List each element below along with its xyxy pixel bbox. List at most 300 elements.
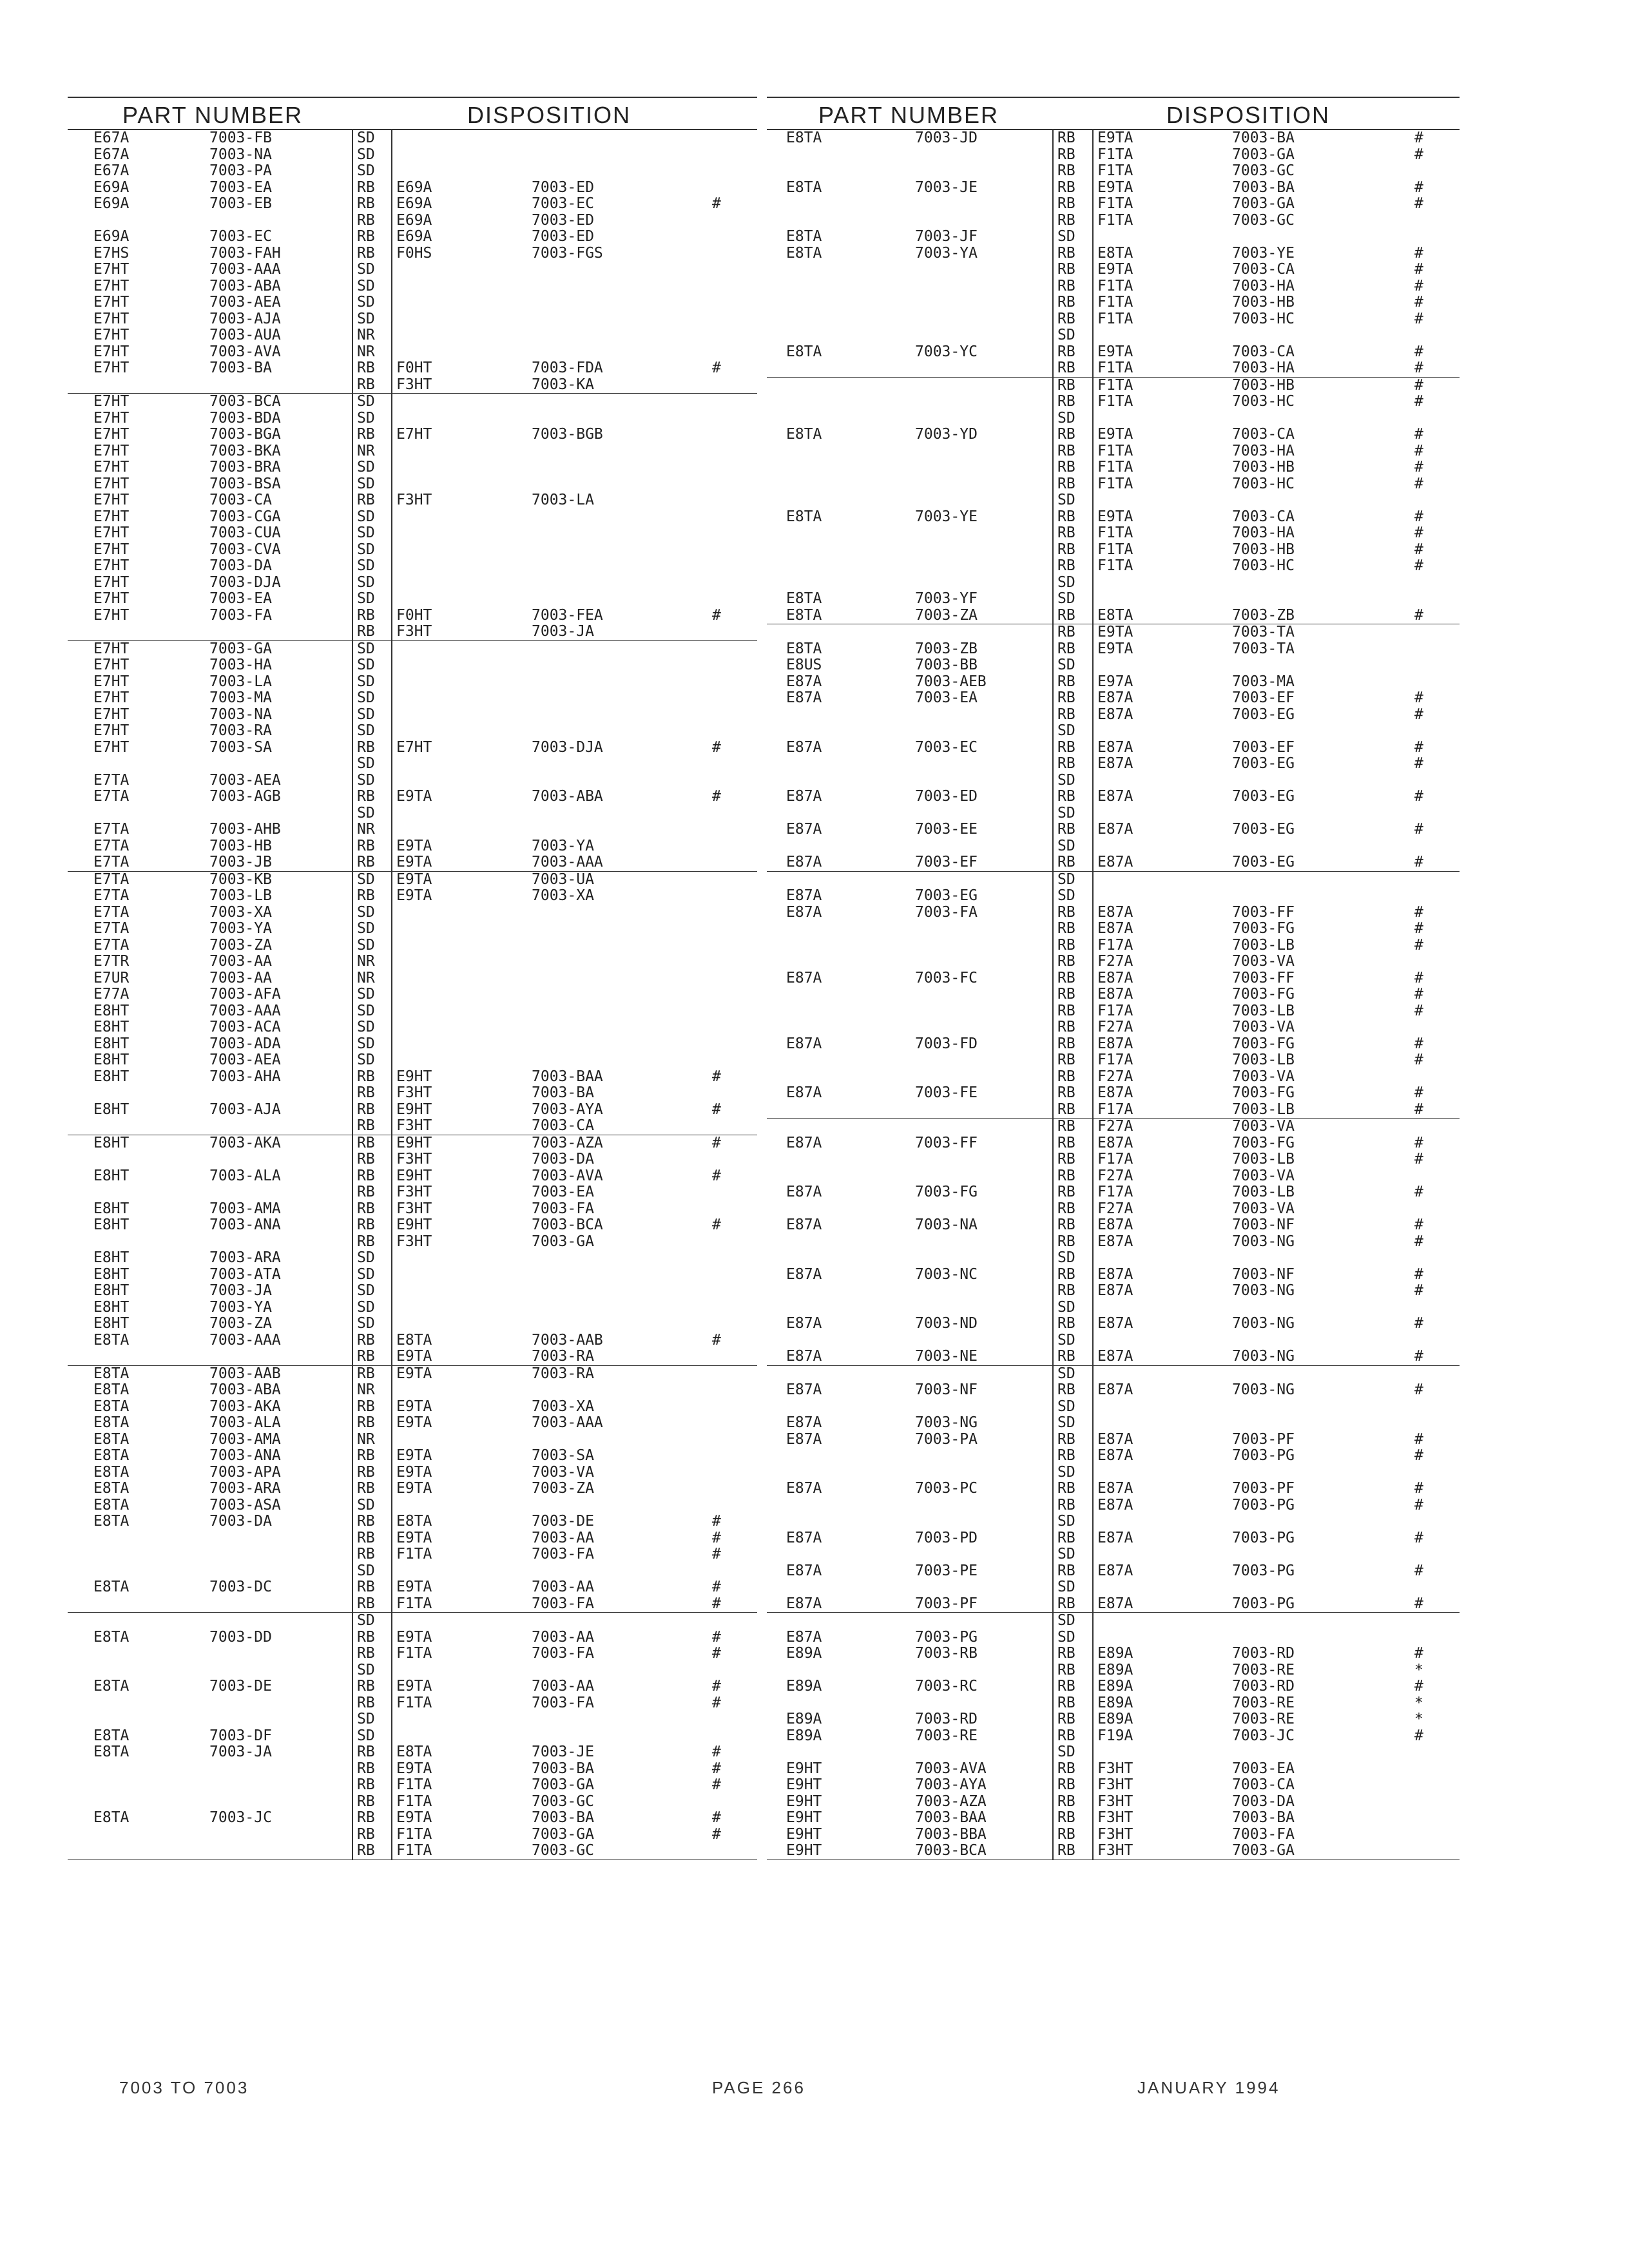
replacement-prefix: E9TA: [1097, 624, 1133, 640]
replacement-part: 7003-EF: [1232, 689, 1295, 706]
part-number: 7003-LA: [209, 673, 272, 690]
table-row: [767, 1201, 1460, 1218]
note-flag: *: [1414, 1694, 1423, 1711]
disposition-code: SD: [357, 590, 375, 607]
note-flag: #: [1414, 1134, 1423, 1151]
part-number: 7003-FD: [915, 1035, 978, 1052]
table-row: [767, 509, 1460, 526]
disposition-code: RB: [1057, 557, 1075, 574]
part-number: 7003-NG: [915, 1414, 978, 1431]
disposition-code: SD: [1057, 870, 1075, 888]
table-row: [68, 344, 757, 361]
disposition-code: SD: [1057, 1414, 1075, 1431]
replacement-part: 7003-CA: [532, 1117, 594, 1134]
table-row: [68, 1019, 757, 1036]
table-row: [68, 558, 757, 575]
replacement-prefix: E87A: [1097, 1035, 1133, 1052]
table-row: [767, 1695, 1460, 1712]
replacement-prefix: F1TA: [396, 1776, 432, 1793]
disposition-code: RB: [1057, 475, 1075, 492]
disposition-code: SD: [357, 261, 375, 278]
replacement-prefix: E87A: [1097, 1595, 1133, 1612]
disposition-code: RB: [357, 837, 375, 854]
replacement-prefix: E87A: [1097, 788, 1133, 805]
disposition-code: SD: [1057, 327, 1075, 343]
replacement-part: 7003-RE: [1232, 1711, 1295, 1727]
part-prefix: E9HT: [786, 1825, 822, 1843]
part-prefix: E87A: [786, 1480, 822, 1497]
part-prefix: E7HT: [93, 492, 130, 508]
part-number: 7003-FB: [209, 130, 272, 146]
part-number: 7003-EA: [209, 590, 272, 607]
disposition-code: SD: [1057, 1331, 1075, 1349]
part-number: 7003-BBA: [915, 1825, 987, 1843]
disposition-code: RB: [1057, 130, 1075, 146]
disposition-code: RB: [1057, 1792, 1075, 1810]
table-row: [68, 1300, 757, 1316]
part-number: 7003-GA: [209, 640, 272, 657]
replacement-prefix: E87A: [1097, 706, 1133, 723]
table-row: [767, 674, 1460, 691]
part-prefix: E7HT: [93, 327, 130, 343]
part-prefix: E77A: [93, 986, 130, 1003]
replacement-prefix: E9HT: [396, 1134, 432, 1151]
disposition-code: RB: [1057, 1480, 1075, 1497]
table-row: [767, 180, 1460, 197]
table-row: [68, 130, 757, 147]
part-prefix: E9HT: [786, 1760, 822, 1777]
disposition-code: SD: [1057, 1744, 1075, 1760]
part-number: 7003-AHA: [209, 1068, 281, 1085]
part-number: 7003-BCA: [209, 393, 281, 410]
replacement-part: 7003-CA: [1232, 508, 1295, 525]
table-row: [68, 723, 757, 740]
right-table: [767, 97, 1460, 1860]
replacement-part: 7003-EG: [1232, 755, 1295, 772]
disposition-code: RB: [1057, 1265, 1075, 1283]
replacement-part: 7003-LB: [1232, 1052, 1295, 1068]
disposition-code: SD: [1057, 1398, 1075, 1415]
replacement-part: 7003-GC: [532, 1792, 594, 1810]
part-number: 7003-JD: [915, 130, 978, 146]
disposition-code: RB: [1057, 624, 1075, 640]
replacement-prefix: F17A: [1097, 936, 1133, 954]
disposition-code: RB: [357, 1546, 375, 1562]
part-number: 7003-JF: [915, 228, 978, 245]
part-prefix: E89A: [786, 1645, 822, 1662]
disposition-code: RB: [1057, 178, 1075, 196]
replacement-part: 7003-FA: [532, 1645, 594, 1662]
part-prefix: E7TA: [93, 821, 130, 838]
part-prefix: E7TA: [93, 870, 130, 888]
replacement-prefix: E87A: [1097, 854, 1133, 870]
note-flag: #: [1414, 1645, 1423, 1662]
part-number: 7003-EF: [915, 854, 978, 870]
part-number: 7003-AVA: [209, 343, 281, 360]
disposition-code: SD: [1057, 1249, 1075, 1266]
disposition-code: RB: [1057, 376, 1075, 394]
disposition-code: RB: [357, 1480, 375, 1497]
disposition-code: RB: [357, 178, 375, 196]
note-flag: #: [1414, 1529, 1423, 1546]
disposition-code: RB: [357, 1398, 375, 1415]
part-prefix: E8HT: [93, 1100, 130, 1118]
replacement-prefix: E87A: [1097, 986, 1133, 1003]
footer-date: JANUARY 1994: [1137, 2078, 1280, 2097]
table-row: [68, 872, 757, 889]
replacement-prefix: E87A: [1097, 1348, 1133, 1365]
replacement-part: 7003-PF: [1232, 1430, 1295, 1448]
replacement-part: 7003-AA: [532, 1579, 594, 1595]
replacement-prefix: E8TA: [1097, 244, 1133, 262]
part-prefix: E8TA: [93, 1513, 130, 1530]
part-prefix: E7TA: [93, 854, 130, 870]
table-row: [68, 294, 757, 311]
replacement-prefix: E9HT: [396, 1216, 432, 1233]
note-flag: #: [1414, 146, 1423, 163]
part-prefix: E87A: [786, 1184, 822, 1200]
table-row: [767, 1366, 1460, 1383]
part-number: 7003-YA: [209, 920, 272, 937]
table-row: [68, 1366, 757, 1383]
part-prefix: E9HT: [786, 1776, 822, 1793]
disposition-code: RB: [357, 1628, 375, 1646]
replacement-part: 7003-NG: [1232, 1282, 1295, 1299]
disposition-code: SD: [357, 130, 375, 146]
table-row: [68, 740, 757, 756]
replacement-prefix: E9TA: [396, 788, 432, 805]
replacement-part: 7003-HA: [1232, 442, 1295, 459]
part-prefix: E7HT: [93, 606, 130, 624]
part-prefix: E7UR: [93, 969, 130, 986]
part-prefix: E8TA: [93, 1809, 130, 1826]
table-row: [68, 954, 757, 970]
left-table: [68, 97, 757, 1860]
replacement-part: 7003-AYA: [532, 1100, 603, 1118]
part-number: 7003-ND: [915, 1315, 978, 1332]
table-row: [68, 1596, 757, 1613]
disposition-code: NR: [357, 1430, 375, 1448]
disposition-code: RB: [357, 211, 375, 229]
part-number: 7003-AAA: [209, 1002, 281, 1019]
part-prefix: E7HT: [93, 524, 130, 541]
replacement-prefix: E87A: [1097, 1529, 1133, 1546]
table-row: [68, 443, 757, 460]
part-number: 7003-YD: [915, 426, 978, 443]
footer-range: 7003 TO 7003: [119, 2078, 249, 2097]
part-number: 7003-EG: [915, 887, 978, 904]
table-row: [68, 1629, 757, 1646]
table-row: [767, 278, 1460, 295]
part-prefix: E87A: [786, 854, 822, 870]
part-prefix: E7HT: [93, 689, 130, 706]
note-flag: #: [712, 360, 721, 376]
part-prefix: E7HT: [93, 541, 130, 558]
replacement-part: 7003-AZA: [532, 1134, 603, 1151]
disposition-code: SD: [1057, 1463, 1075, 1481]
replacement-prefix: E9TA: [1097, 261, 1133, 278]
disposition-heading: DISPOSITION: [1166, 102, 1331, 128]
replacement-part: 7003-RA: [532, 1365, 594, 1382]
disposition-code: SD: [357, 1711, 375, 1727]
part-number: 7003-APA: [209, 1463, 281, 1481]
replacement-prefix: E87A: [1097, 1381, 1133, 1398]
part-number: 7003-AKA: [209, 1134, 281, 1151]
note-flag: #: [1414, 920, 1423, 937]
table-row: [767, 1662, 1460, 1679]
replacement-part: 7003-FG: [1232, 1134, 1295, 1151]
disposition-code: RB: [357, 1579, 375, 1595]
part-number: 7003-FE: [915, 1084, 978, 1101]
disposition-code: RB: [1057, 738, 1075, 756]
disposition-code: SD: [1057, 657, 1075, 673]
part-prefix: E8TA: [93, 1727, 130, 1744]
table-row: [767, 344, 1460, 361]
disposition-code: SD: [1057, 573, 1075, 591]
part-number: 7003-BAA: [915, 1809, 987, 1826]
part-prefix: E8HT: [93, 1068, 130, 1085]
note-flag: #: [1414, 1496, 1423, 1514]
disposition-code: RB: [1057, 969, 1075, 986]
replacement-part: 7003-JA: [532, 623, 594, 640]
replacement-part: 7003-DA: [532, 1151, 594, 1168]
replacement-prefix: E8TA: [396, 1744, 432, 1760]
replacement-part: 7003-EG: [1232, 706, 1295, 723]
replacement-prefix: E69A: [396, 178, 432, 196]
disposition-code: SD: [1057, 804, 1075, 822]
replacement-prefix: F1TA: [1097, 195, 1133, 212]
table-row: [68, 1069, 757, 1086]
table-row: [767, 805, 1460, 822]
part-prefix: E87A: [786, 689, 822, 706]
note-flag: #: [712, 195, 721, 212]
table-row: [68, 1662, 757, 1679]
table-row: [767, 1629, 1460, 1646]
disposition-code: RB: [1057, 541, 1075, 558]
replacement-part: 7003-FG: [1232, 986, 1295, 1003]
part-number: 7003-RA: [209, 722, 272, 739]
disposition-code: RB: [1057, 1134, 1075, 1151]
replacement-prefix: E9TA: [396, 1480, 432, 1497]
disposition-code: SD: [357, 393, 375, 410]
replacement-part: 7003-GA: [532, 1825, 594, 1843]
replacement-part: 7003-PG: [1232, 1529, 1295, 1546]
part-prefix: E8TA: [786, 343, 822, 360]
disposition-code: NR: [357, 821, 375, 838]
replacement-part: 7003-PG: [1232, 1562, 1295, 1579]
replacement-prefix: F1TA: [1097, 393, 1133, 410]
disposition-code: RB: [1057, 343, 1075, 360]
part-number: 7003-CUA: [209, 524, 281, 541]
replacement-prefix: F3HT: [396, 1200, 432, 1217]
table-row: [767, 1250, 1460, 1267]
replacement-prefix: F1TA: [1097, 277, 1133, 294]
part-number: 7003-AAA: [209, 261, 281, 278]
note-flag: #: [1414, 195, 1423, 212]
part-prefix: E7TA: [93, 788, 130, 805]
part-prefix: E8TA: [786, 590, 822, 607]
replacement-prefix: E9HT: [396, 1100, 432, 1118]
disposition-code: RB: [1057, 1035, 1075, 1052]
note-flag: #: [1414, 508, 1423, 525]
note-flag: #: [1414, 1430, 1423, 1448]
disposition-code: SD: [1057, 1298, 1075, 1316]
table-rows: [68, 130, 757, 1860]
disposition-code: RB: [1057, 755, 1075, 772]
part-prefix: E87A: [786, 1529, 822, 1546]
part-prefix: E7HT: [93, 442, 130, 459]
replacement-prefix: F1TA: [396, 1842, 432, 1859]
note-flag: #: [712, 1776, 721, 1793]
disposition-code: SD: [357, 1298, 375, 1316]
disposition-code: SD: [357, 1612, 375, 1629]
replacement-prefix: F1TA: [396, 1546, 432, 1562]
disposition-code: RB: [1057, 1100, 1075, 1118]
replacement-part: 7003-HB: [1232, 376, 1295, 394]
disposition-code: SD: [357, 689, 375, 706]
part-prefix: E8HT: [93, 1265, 130, 1283]
note-flag: #: [712, 1216, 721, 1233]
replacement-part: 7003-FGS: [532, 244, 603, 262]
note-flag: #: [1414, 557, 1423, 574]
replacement-prefix: F27A: [1097, 1167, 1133, 1184]
table-row: [767, 410, 1460, 427]
footer-page-number: PAGE 266: [712, 2078, 805, 2097]
table-row: [68, 1810, 757, 1827]
part-prefix: E7TA: [93, 887, 130, 904]
table-row: [68, 789, 757, 805]
replacement-part: 7003-BA: [532, 1760, 594, 1777]
part-prefix: E9HT: [786, 1792, 822, 1810]
table-row: [68, 1678, 757, 1695]
note-flag: #: [1414, 1447, 1423, 1464]
part-number: 7003-ANA: [209, 1447, 281, 1464]
part-number: 7003-PA: [915, 1430, 978, 1448]
part-number: 7003-PE: [915, 1562, 978, 1579]
table-row: [68, 1118, 757, 1135]
disposition-code: SD: [357, 1282, 375, 1299]
part-prefix: E8HT: [93, 1167, 130, 1184]
part-prefix: E87A: [786, 1035, 822, 1052]
part-number: 7003-DA: [209, 1513, 272, 1530]
part-number: 7003-AZA: [915, 1792, 987, 1810]
note-flag: #: [1414, 426, 1423, 443]
table-row: [767, 1151, 1460, 1168]
part-number: 7003-ZB: [915, 640, 978, 657]
replacement-part: 7003-BGB: [532, 426, 603, 443]
note-flag: #: [712, 1068, 721, 1085]
replacement-prefix: E87A: [1097, 1496, 1133, 1514]
replacement-prefix: F17A: [1097, 1002, 1133, 1019]
note-flag: #: [712, 1579, 721, 1595]
part-number: 7003-ARA: [209, 1480, 281, 1497]
replacement-prefix: E87A: [1097, 969, 1133, 986]
table-row: [767, 476, 1460, 493]
table-row: [68, 147, 757, 164]
part-number: 7003-KB: [209, 870, 272, 888]
disposition-code: RB: [357, 1595, 375, 1612]
replacement-prefix: F3HT: [396, 1151, 432, 1168]
replacement-prefix: F1TA: [1097, 294, 1133, 311]
table-row: [68, 1151, 757, 1168]
table-row: [767, 1810, 1460, 1827]
table-row: [68, 1827, 757, 1843]
replacement-prefix: E9TA: [1097, 508, 1133, 525]
part-prefix: E8HT: [93, 1002, 130, 1019]
table-row: [767, 756, 1460, 773]
disposition-code: RB: [357, 1216, 375, 1233]
replacement-prefix: E97A: [1097, 673, 1133, 690]
table-row: [68, 805, 757, 822]
table-row: [767, 262, 1460, 278]
part-number: 7003-BA: [209, 360, 272, 376]
note-flag: #: [1414, 969, 1423, 986]
disposition-code: SD: [357, 722, 375, 739]
replacement-prefix: E7HT: [396, 426, 432, 443]
disposition-code: SD: [357, 1052, 375, 1068]
disposition-code: RB: [1057, 426, 1075, 443]
replacement-part: 7003-AA: [532, 1628, 594, 1646]
part-number: 7003-CGA: [209, 508, 281, 525]
replacement-part: 7003-NG: [1232, 1315, 1295, 1332]
disposition-code: RB: [357, 1100, 375, 1118]
table-row: [767, 591, 1460, 608]
replacement-prefix: F3HT: [396, 623, 432, 640]
note-flag: #: [712, 1809, 721, 1826]
part-number: 7003-PD: [915, 1529, 978, 1546]
part-number: 7003-YC: [915, 343, 978, 360]
part-prefix: E7HT: [93, 475, 130, 492]
part-prefix: E7HT: [93, 343, 130, 360]
disposition-code: RB: [1057, 1118, 1075, 1135]
part-number: 7003-PA: [209, 162, 272, 179]
part-number: 7003-DC: [209, 1579, 272, 1595]
replacement-part: 7003-FA: [532, 1200, 594, 1217]
disposition-code: RB: [1057, 1562, 1075, 1579]
part-prefix: E9HT: [786, 1809, 822, 1826]
table-row: [68, 1234, 757, 1251]
disposition-code: RB: [357, 1167, 375, 1184]
disposition-code: RB: [1057, 1151, 1075, 1168]
replacement-part: 7003-GC: [1232, 162, 1295, 179]
disposition-code: SD: [357, 920, 375, 937]
table-row: [767, 921, 1460, 937]
table-row: [68, 773, 757, 789]
table-row: [767, 1530, 1460, 1547]
table-row: [767, 1761, 1460, 1778]
replacement-part: 7003-PG: [1232, 1595, 1295, 1612]
disposition-code: RB: [357, 1184, 375, 1200]
table-row: [68, 1728, 757, 1745]
disposition-code: RB: [1057, 1019, 1075, 1035]
replacement-prefix: F3HT: [396, 492, 432, 508]
table-row: [767, 1135, 1460, 1152]
disposition-code: RB: [1057, 1167, 1075, 1184]
disposition-code: SD: [357, 640, 375, 657]
replacement-part: 7003-GA: [532, 1776, 594, 1793]
table-row: [68, 624, 757, 641]
part-number: 7003-AVA: [915, 1760, 987, 1777]
disposition-code: RB: [1057, 1711, 1075, 1727]
replacement-prefix: F3HT: [396, 376, 432, 393]
part-prefix: E87A: [786, 1562, 822, 1579]
part-prefix: E89A: [786, 1727, 822, 1744]
part-number: 7003-ASA: [209, 1496, 281, 1514]
table-row: [767, 1019, 1460, 1036]
replacement-part: 7003-EG: [1232, 821, 1295, 838]
part-prefix: E87A: [786, 1414, 822, 1431]
replacement-part: 7003-GA: [1232, 146, 1295, 163]
